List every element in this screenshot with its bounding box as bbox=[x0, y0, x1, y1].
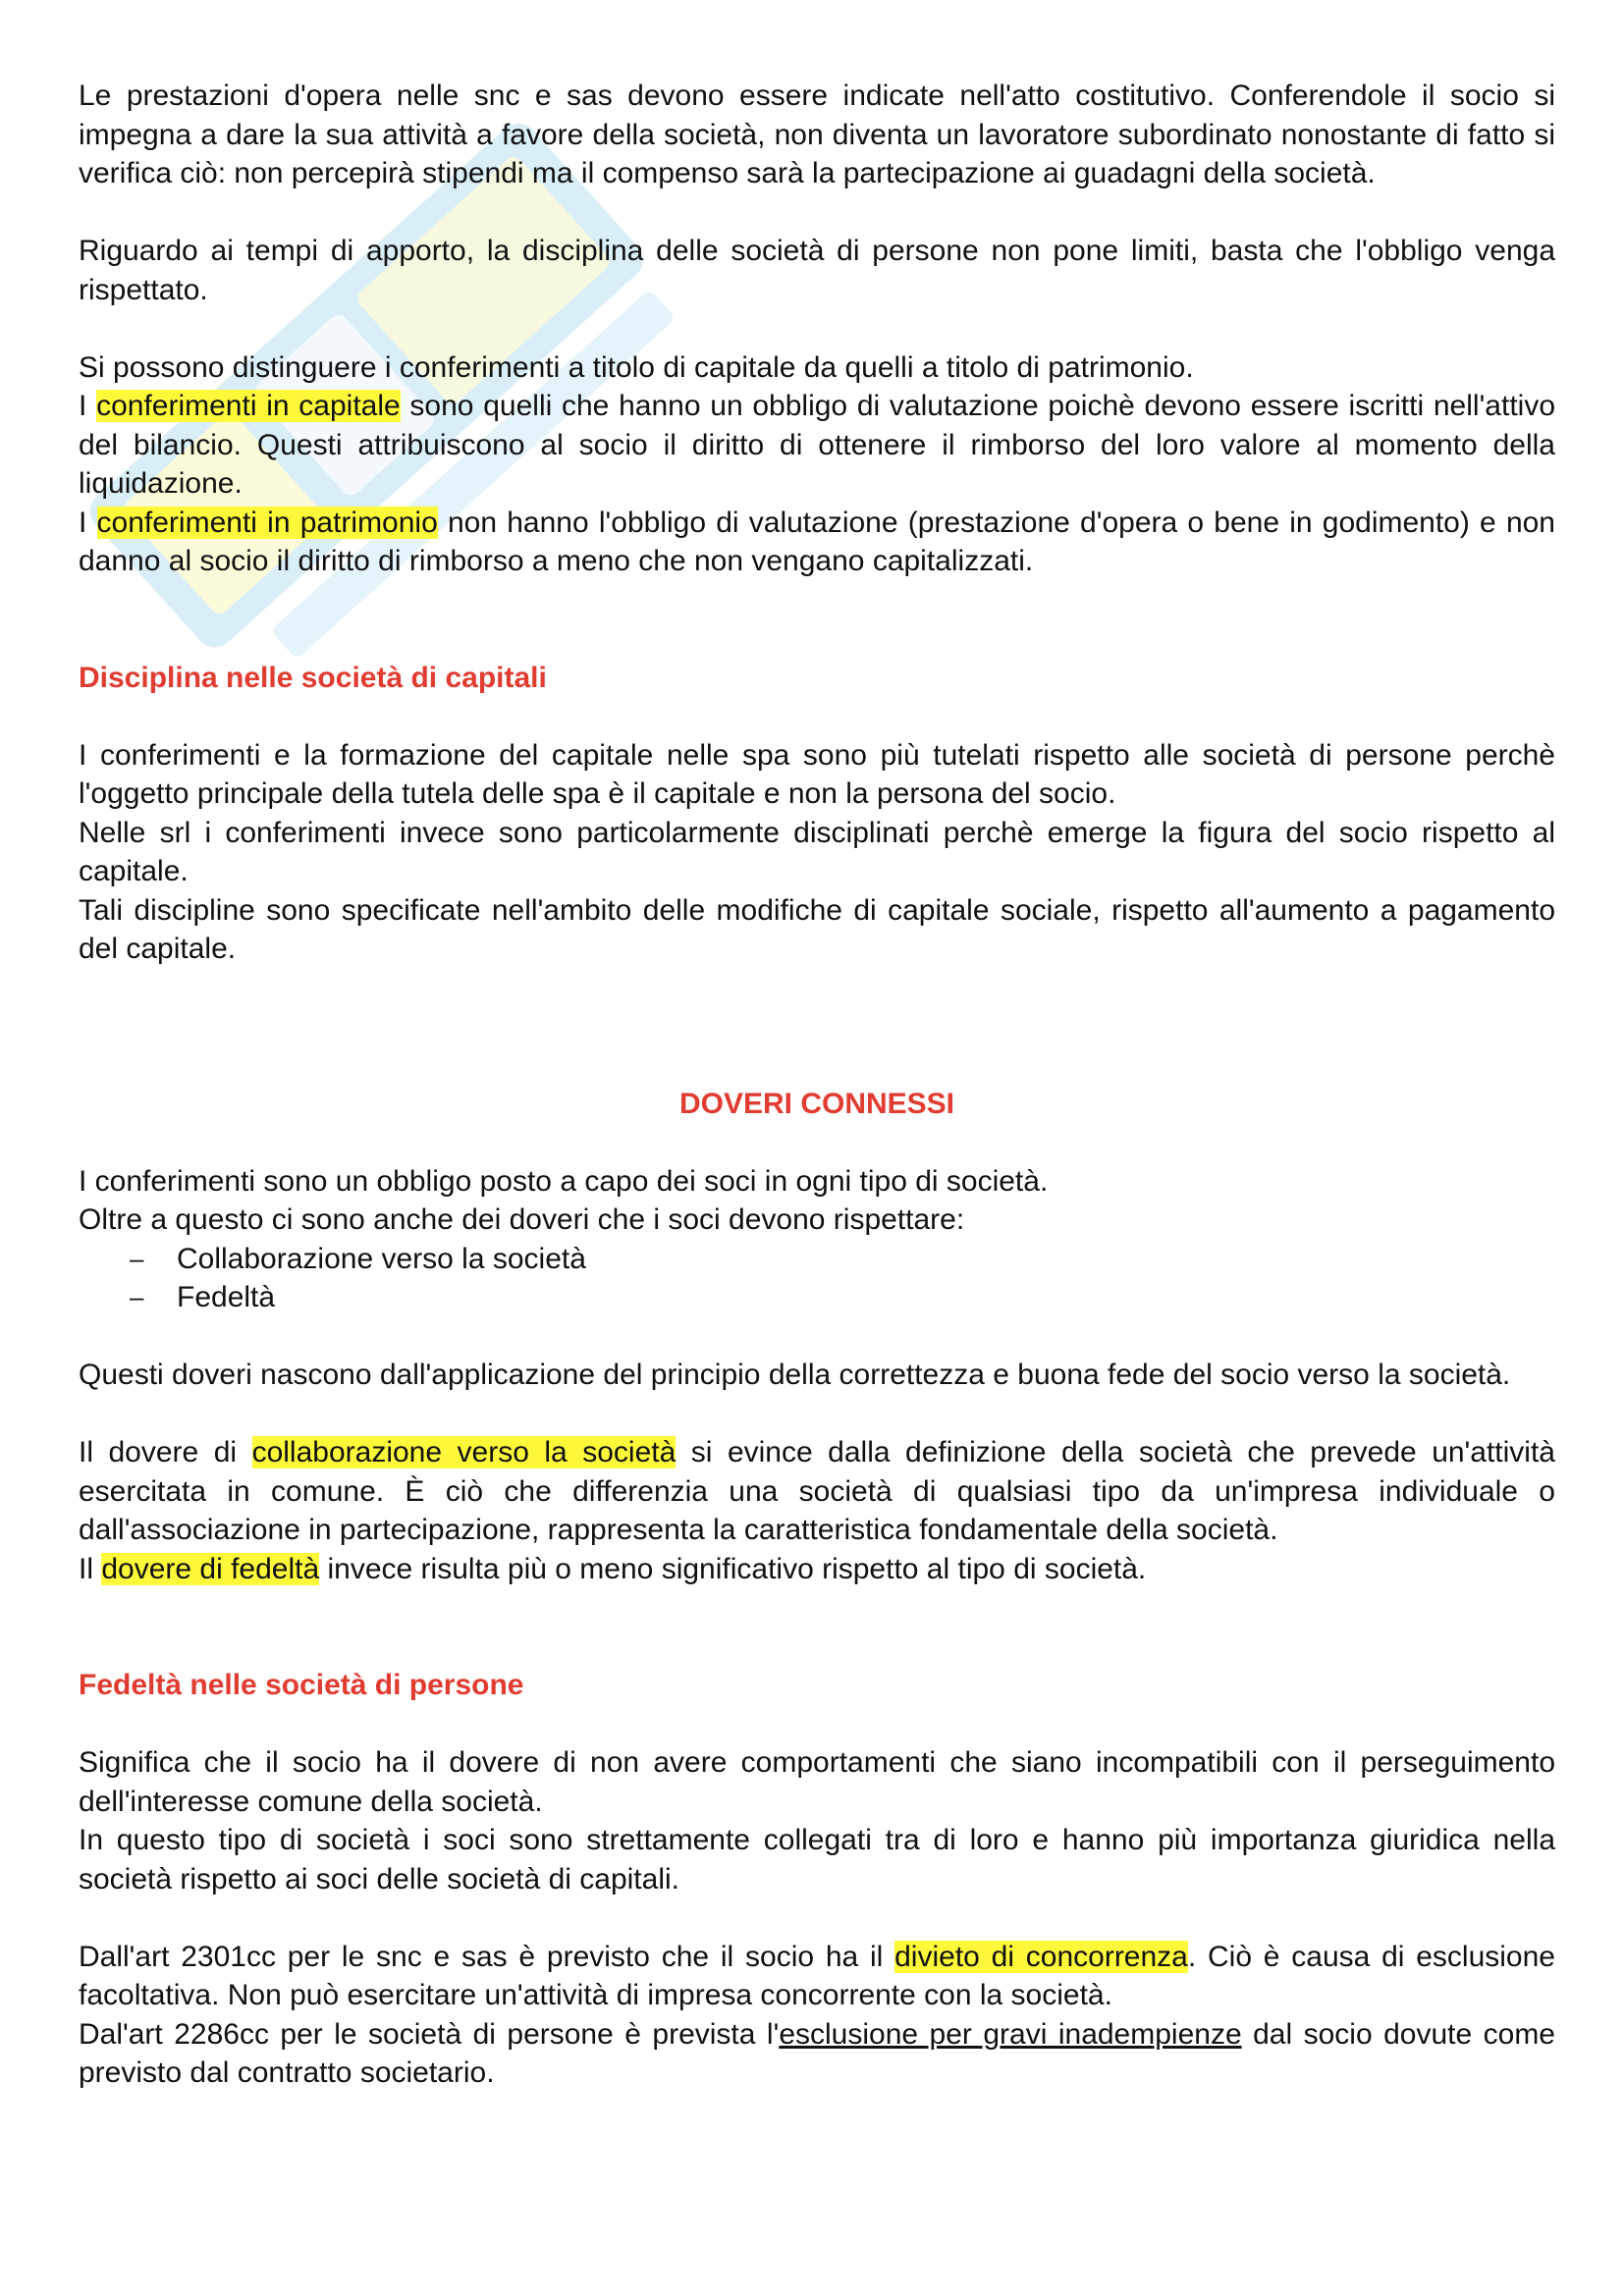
heading-doveri-connessi: DOVERI CONNESSI bbox=[678, 1087, 955, 1120]
highlight-conferimenti-capitale: conferimenti in capitale bbox=[96, 390, 401, 422]
paragraph-prestazioni-opera: Le prestazioni d'opera nelle snc e sas devono essere indicate nell'atto costitutivo. Conferendole il socio si impegna a dare la sua attività a favore della società, non diventa un lavoratore subordinato nonostante di fatto si verifica ciò: non percepirà stipendi ma il compenso sarà la partecipazione ai guadagni della società. bbox=[79, 80, 1555, 189]
paragraph-dovere-fedelta: Il dovere di fedeltà invece risulta più o meno significativo rispetto al tipo di società. bbox=[79, 1552, 1147, 1585]
heading-disciplina-capitali: Disciplina nelle società di capitali bbox=[79, 661, 547, 694]
underlined-esclusione: esclusione per gravi inadempienze bbox=[779, 2017, 1242, 2051]
highlight-collaborazione: collaborazione verso la società bbox=[251, 1436, 677, 1468]
paragraph-tempi-apporto: Riguardo ai tempi di apporto, la disciplina delle società di persone non pone limiti, basta che l'obbligo venga rispettato. bbox=[79, 235, 1555, 306]
doveri-list bbox=[79, 1240, 1555, 1317]
list-item: – Fedeltà bbox=[79, 1278, 1555, 1317]
dash-bullet: – bbox=[130, 1282, 144, 1311]
paragraph-significato-fedelta: Significa che il socio ha il dovere di non avere comportamenti che siano incompatibili con il perseguimento dell'interesse comune della società. bbox=[79, 1746, 1555, 1818]
paragraph-dovere-collaborazione: Il dovere di collaborazione verso la società si evince dalla definizione della società che prevede un'attività esercitata in comune. È ciò che differenzia una società di qualsiasi tipo da un'impresa individuale o dall'associazione in partecipazione, rappresenta la caratteristica fondamentale della società. bbox=[79, 1436, 1555, 1546]
paragraph-doveri-soci: Oltre a questo ci sono anche dei doveri che i soci devono rispettare: bbox=[79, 1203, 965, 1236]
heading-fedelta-persone: Fedeltà nelle società di persone bbox=[79, 1669, 524, 1701]
highlight-divieto-concorrenza: divieto di concorrenza bbox=[894, 1940, 1188, 1973]
paragraph-discipline-modifiche: Tali discipline sono specificate nell'ambito delle modifiche di capitale sociale, rispetto all'aumento a pagamento del capitale. bbox=[79, 893, 1555, 965]
paragraph-divieto-concorrenza: Dall'art 2301cc per le snc e sas è previsto che il socio ha il divieto di concorrenza. Ciò è causa di esclusione facoltativa. Non può esercitare un'attività di impresa concorrente con la società. bbox=[79, 1940, 1555, 2011]
paragraph-conferimenti-patrimonio: I conferimenti in patrimonio non hanno l'obbligo di valutazione (prestazione d'opera o bene in godimento) e non danno al socio il diritto di rimborso a meno che non vengano capitalizzati. bbox=[79, 506, 1555, 577]
paragraph-obbligo-conferimenti: I conferimenti sono un obbligo posto a capo dei soci in ogni tipo di società. bbox=[79, 1164, 1049, 1198]
highlight-dovere-fedelta: dovere di fedeltà bbox=[101, 1552, 320, 1585]
highlight-conferimenti-patrimonio: conferimenti in patrimonio bbox=[96, 506, 438, 539]
paragraph-distinzione-conferimenti: Si possono distinguere i conferimenti a titolo di capitale da quelli a titolo di patrimonio. bbox=[79, 350, 1194, 384]
list-item: – Collaborazione verso la società bbox=[79, 1240, 1555, 1279]
paragraph-esclusione-inadempienze: Dal'art 2286cc per le società di persone è prevista l'esclusione per gravi inadempienze dal socio dovute come previsto dal contratto societario. bbox=[79, 2017, 1555, 2089]
paragraph-soci-collegati: In questo tipo di società i soci sono strettamente collegati tra di loro e hanno più importanza giuridica nella società rispetto ai soci delle società di capitali. bbox=[79, 1824, 1555, 1896]
paragraph-origine-doveri: Questi doveri nascono dall'applicazione del principio della correttezza e buona fede del socio verso la società. bbox=[79, 1359, 1511, 1391]
dash-bullet: – bbox=[130, 1243, 144, 1273]
paragraph-conferimenti-srl: Nelle srl i conferimenti invece sono particolarmente disciplinati perchè emerge la figura del socio rispetto al capitale. bbox=[79, 816, 1555, 887]
paragraph-conferimenti-capitale: I conferimenti in capitale sono quelli che hanno un obbligo di valutazione poichè devono essere iscritti nell'attivo del bilancio. Questi attribuiscono al socio il diritto di ottenere il rimborso del loro valore al momento della liquidazione. bbox=[79, 390, 1556, 500]
document-body bbox=[79, 77, 1555, 2093]
paragraph-conferimenti-spa: I conferimenti e la formazione del capitale nelle spa sono più tutelati rispetto alle società di persone perchè l'oggetto principale della tutela delle spa è il capitale e non la persona del socio. bbox=[79, 738, 1555, 810]
